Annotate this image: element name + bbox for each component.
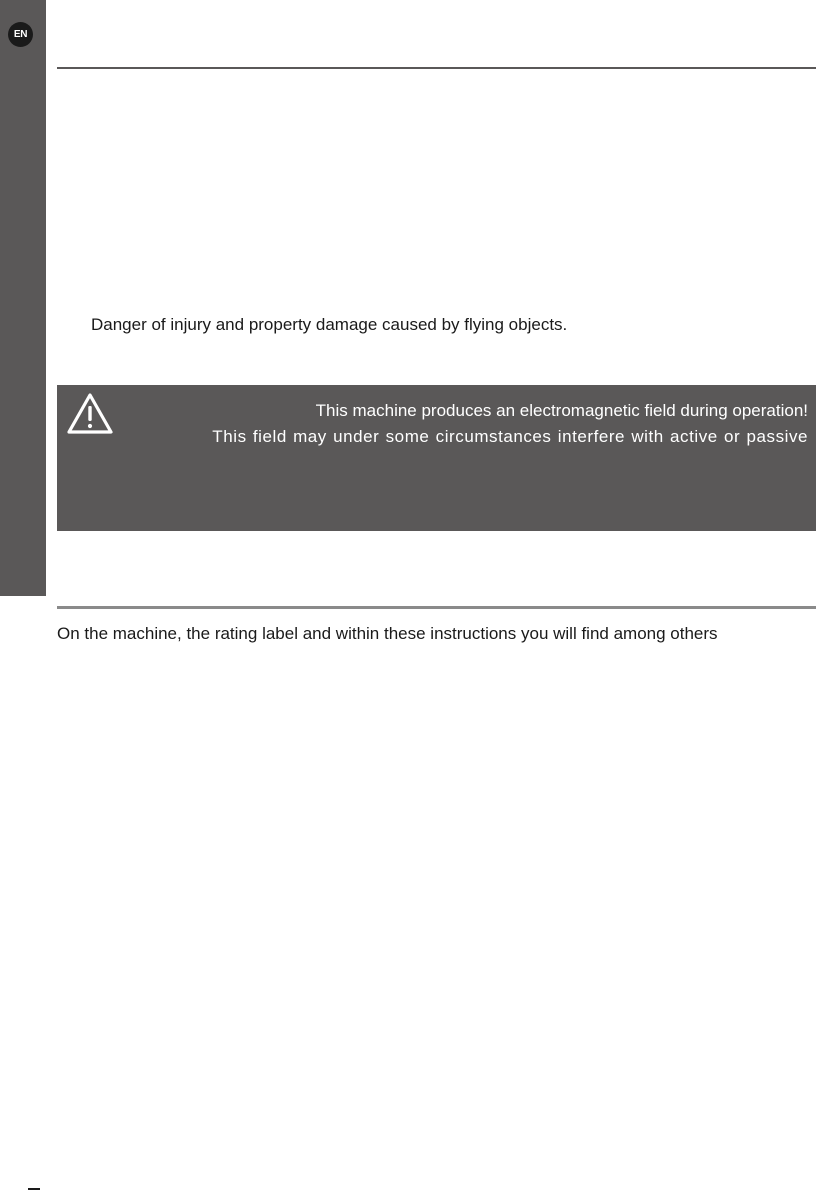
language-badge: EN (8, 22, 33, 47)
warning-line-2: This field may under some circumstances interfere with active or passive (212, 427, 808, 446)
danger-text: Danger of injury and property damage caused by flying objects. (91, 315, 568, 334)
symbols-intro-text: On the machine, the rating label and within these instructions you will find among others (57, 624, 718, 643)
warning-line-1: This machine produces an electromagnetic field during operation! (315, 401, 808, 420)
warning-triangle-icon (65, 391, 115, 437)
page-corner-mark (28, 1188, 40, 1190)
language-side-strip (0, 0, 46, 596)
warning-box (57, 385, 816, 531)
section-divider-bottom (57, 606, 816, 609)
section-divider-top (57, 67, 816, 69)
